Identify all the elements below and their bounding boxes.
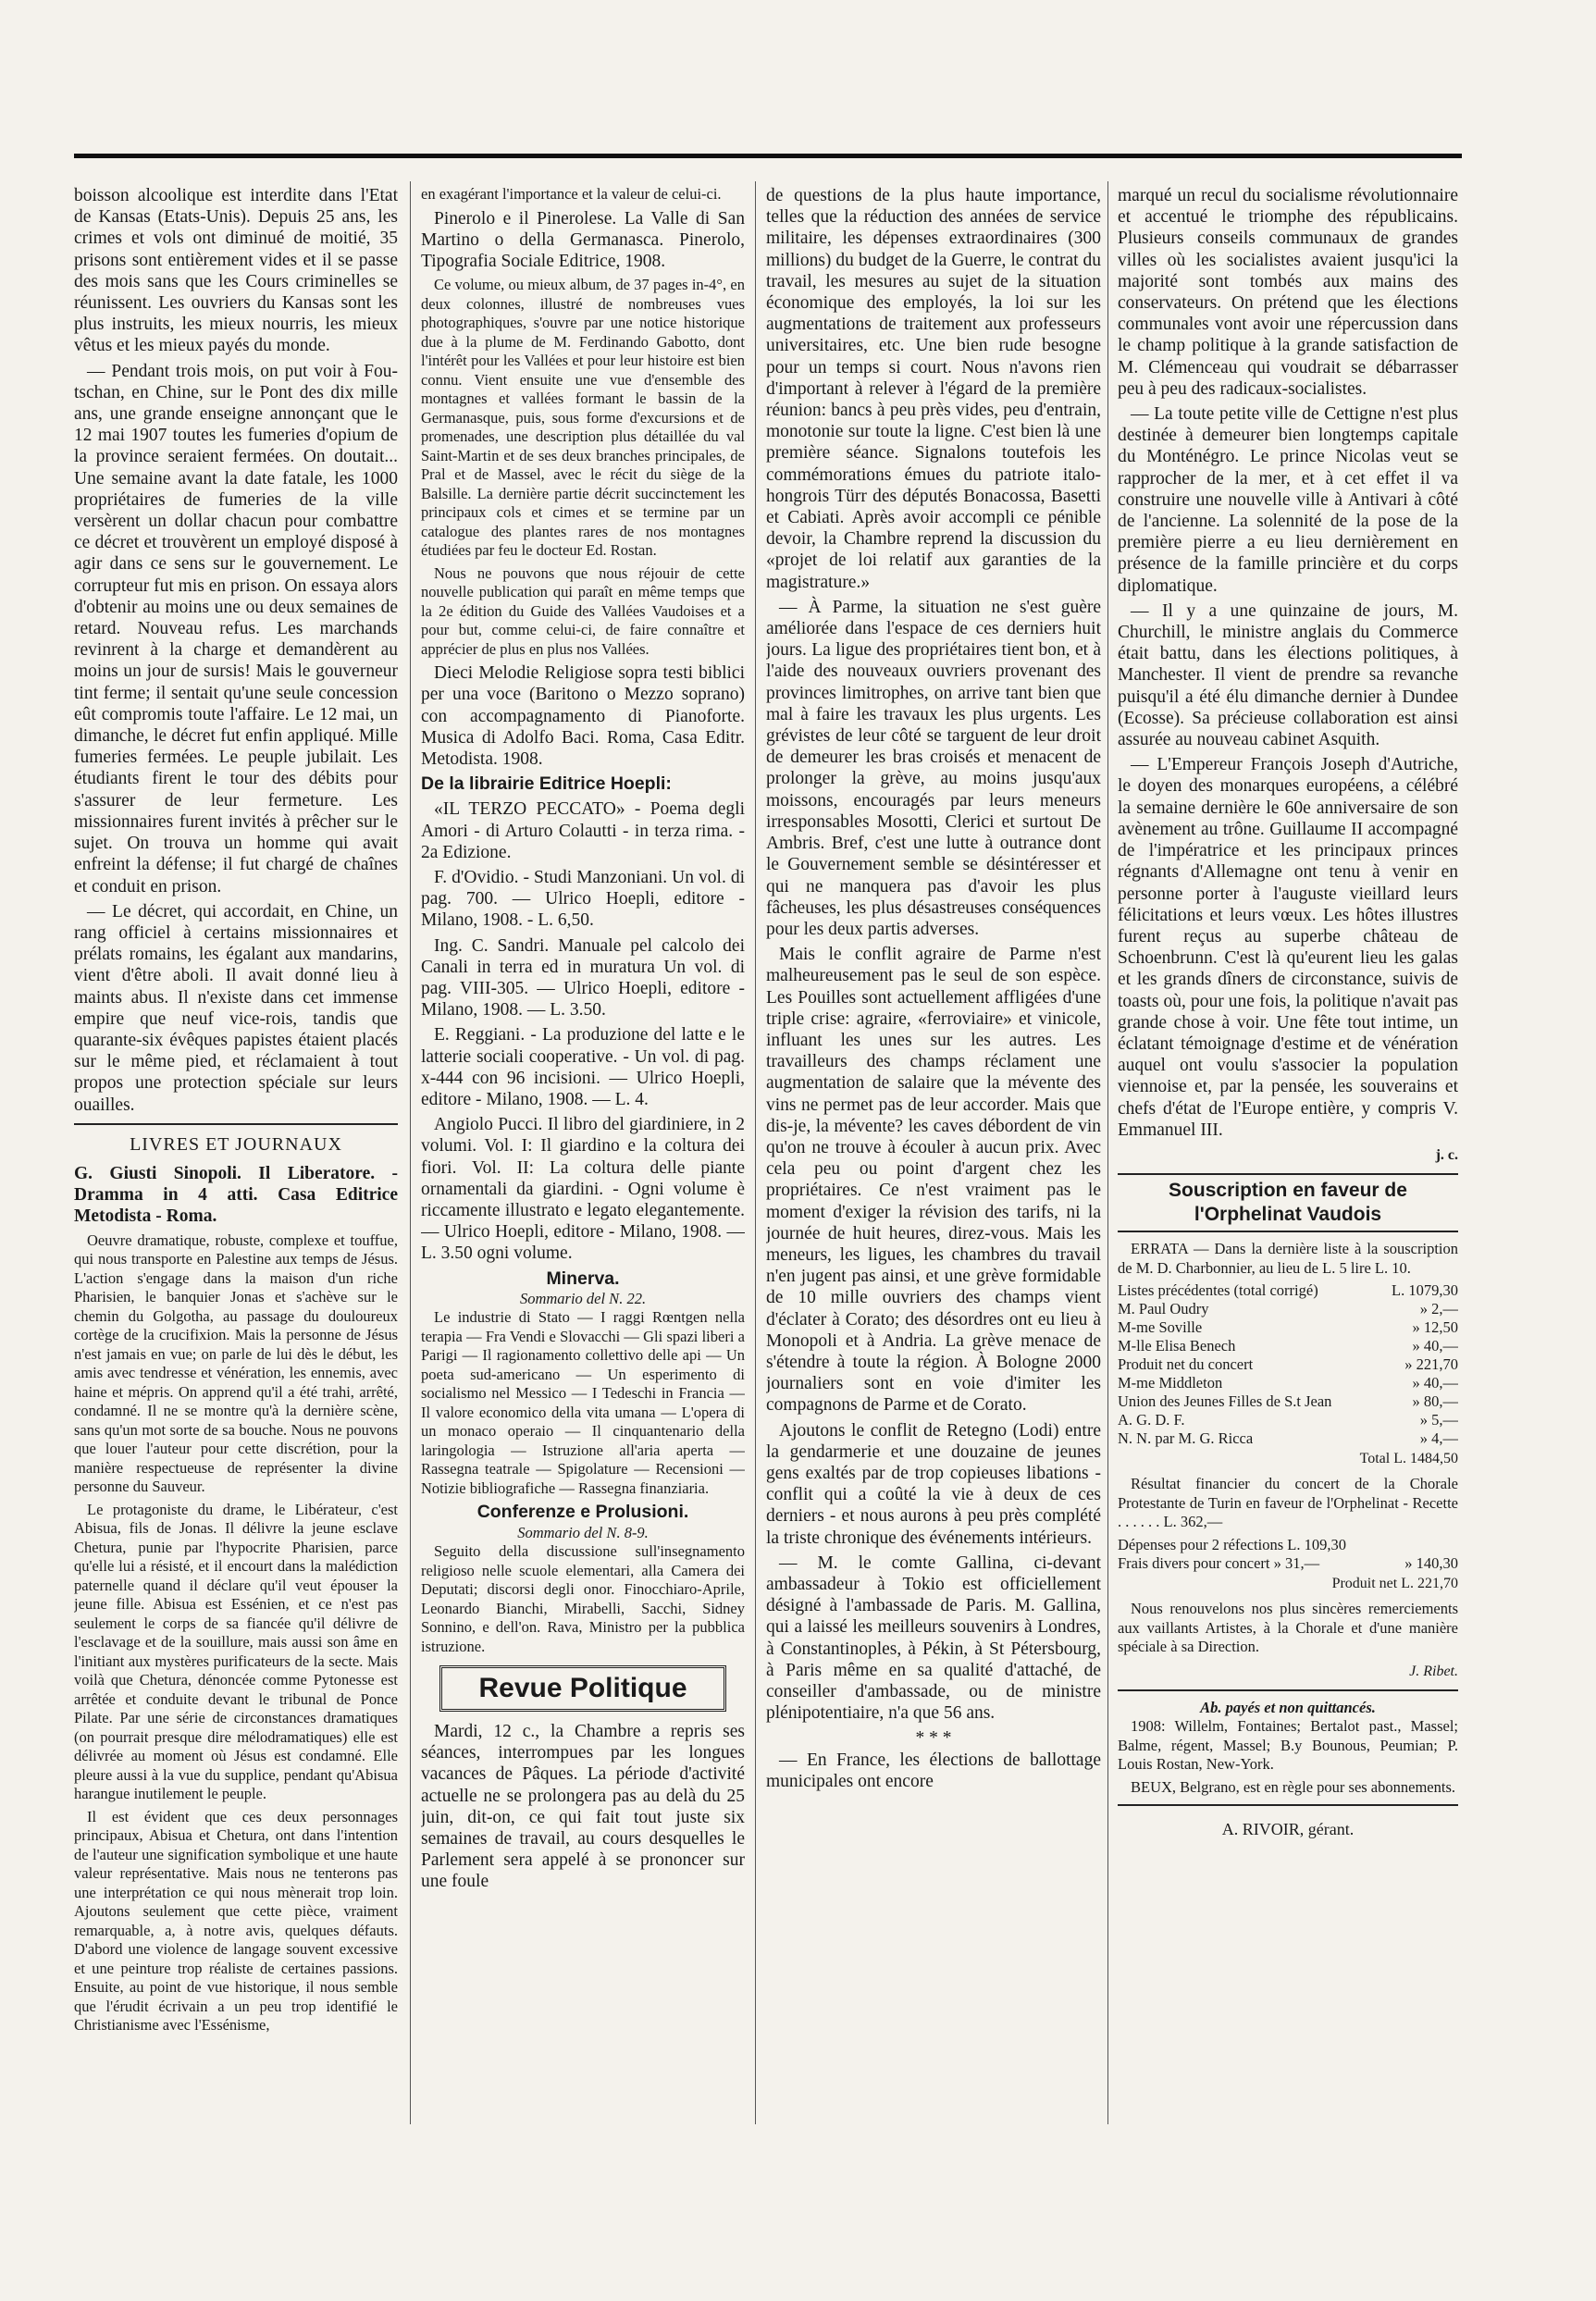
article-paragraph: Ajoutons le conflit de Retegno (Lodi) entre la gendarmerie et une douzaine de jeunes gens exaltés par de trop copieuses libations - conflit qui a coûté la vie à deux de ces derniers - et nous aurons à peu près complété la triste chronique des événements intérieurs. [766, 1420, 1101, 1548]
column-divider [1107, 181, 1108, 2124]
column-divider [410, 181, 411, 2124]
minerva-summary: Le industrie di Stato — I raggi Rœntgen nella terapia — Fra Vendi e Slovacchi — Gli spazi liberi a Parigi — Il ragionamento collettivo delle api — Un poeta sud-americano — Un esperimento di socialismo nel Messico — I Tedeschi in Francia — Il valore economico della vita umana — L'opera di un monaco operaio — Il cinquantenario della laringologia — Istruzione all'aria aperta — Rassegna teatrale — Spigolature — Recensioni — Notizie bibliografiche — Rassegna finanziaria. [421, 1308, 745, 1497]
list-item-label: Produit net du concert [1118, 1355, 1254, 1374]
paid-subscriptions-note: BEUX, Belgrano, est en règle pour ses abonnements. [1131, 1777, 1455, 1796]
section-divider [1118, 1689, 1458, 1691]
article-paragraph: de questions de la plus haute importance, telles que la réduction des années de service militaire, les dépenses extraordinaires (300 millions) du budget de la Guerre, le contrat du travail, les mesures au sujet de la situation économique des employés, la loi sur les augmentations de traitement aux professeurs universitaires, etc. Une bien rude besogne pour un temps si court. Nous n'avons rien d'important à relever à l'égard de la première réunion: bancs à peu près vides, peu d'entrain, monotonie sur toute la ligne. C'est bien là une première séance. Signalons toutefois les commémorations émues du patriote italo-hongrois Türr des députés Bonacossa, Basetti et Cabiati. Après avoir accompli ce pénible devoir, la Chambre reprend la discussion du «projet de loi relatif aux garanties de la magistrature.» [766, 186, 1101, 592]
thanks-note: Nous renouvelons nos plus sincères remerciements aux vaillants Artistes, à la Chorale et d'une manière spéciale à sa Direction. [1118, 1600, 1458, 1656]
expense-row [1118, 1536, 1458, 1554]
list-item-value: » 40,— [1412, 1337, 1458, 1355]
book-entry: F. d'Ovidio. - Studi Manzoniani. Un vol. di pag. 700. — Ulrico Hoepli, editore - Milano, 1908. - L. 6,50. [421, 867, 745, 931]
list-item-label: M. Paul Oudry [1118, 1300, 1209, 1318]
book-entry: G. Giusti Sinopoli. Il Liberatore. - Dramma in 4 atti. Casa Editrice Metodista - Roma. [74, 1163, 398, 1227]
review-paragraph: Ce volume, ou mieux album, de 37 pages in-4°, en deux colonnes, illustré de nombreuses vues photographiques, s'ouvre par une notice historique due à la plume de M. Ferdinando Gabotto, dont l'intérêt pour les Vallées et pour leur histoire est bien connu. Vient ensuite une vue d'ensemble des montagnes et vallées formant le bassin de la Germanasque, puis, sous forme d'excursions et de promenades, une description plus détaillée du val Saint-Martin et de ses deux branches principales, de Pral et de Massel, avec le récit du siège de la Balsille. La dernière partie décrit succinctement les principaux cols et cimes et se termine par un catalogue des plantes rares de nos montagnes étudiées par feu le docteur Ed. Rostan. [421, 276, 745, 560]
article-paragraph: — La toute petite ville de Cettigne n'est plus destinée à demeurer bien longtemps capitale du Monténégro. Le prince Nicolas veut se rapprocher de la mer, et à cet effet il va construire une nouvelle ville à Antivari à côté de l'ancienne. La solennité de la pose de la première pierre a eu lieu dernièrement en présence de la famille princière et du corps diplomatique. [1118, 404, 1458, 596]
list-item-value: » 80,— [1412, 1392, 1458, 1411]
conferenze-subtitle: Sommario del N. 8-9. [517, 1523, 649, 1541]
list-item [1118, 1411, 1458, 1429]
minerva-title: Minerva. [546, 1268, 620, 1289]
review-continuation: en exagérant l'importance et la valeur de celui-ci. [421, 185, 722, 203]
book-entry: «IL TERZO PECCATO» - Poema degli Amori - di Arturo Colautti - in terza rima. - 2a Edizione. [421, 799, 745, 862]
expense-value [1393, 1536, 1458, 1554]
net-product: Produit net L. 221,70 [1331, 1575, 1458, 1591]
subscription-list [1118, 1281, 1458, 1448]
conferenze-title: Conferenze e Prolusioni. [476, 1502, 689, 1523]
list-item-value: » 2,— [1419, 1300, 1458, 1318]
book-entry: Pinerolo e il Pinerolese. La Valle di San Martino o della Germanasca. Pinerolo, Tipografia Sociale Editrice, 1908. [421, 208, 745, 271]
minerva-subtitle: Sommario del N. 22. [519, 1289, 647, 1307]
article-paragraph: — Le décret, qui accordait, en Chine, un rang officiel à certains missionnaires et prélats romains, les égalant aux mandarins, vient d'être aboli. Il avait donné lieu à maints abus. Il n'existe dans cet immense empire que neuf vice-rois, tandis que quarante-six évêques papistes étaient placés sur le même pied, et réclamaient à tout propos une protection spéciale sur leurs ouailles. [74, 901, 398, 1115]
article-paragraph: marqué un recul du socialisme révolutionnaire et accentué le triomphe des républicains. Plusieurs conseils communaux de grandes villes où les socialistes avaient jusqu'ici la majorité sont tombés aux mains des conservateurs. On prétend que les élections communales vont avoir une répercussion dans le champ politique à la grande satisfaction de M. Clémenceau qui voudrait se débarrasser peu à peu des radicaux-socialistes. [1118, 186, 1458, 399]
list-item-label: Listes précédentes (total corrigé) [1118, 1281, 1318, 1300]
article-signature: j. c. [1435, 1146, 1458, 1163]
list-item [1118, 1281, 1458, 1300]
list-item-value: » 221,70 [1404, 1355, 1458, 1374]
article-paragraph: — M. le comte Gallina, ci-devant ambassadeur à Tokio est officiellement désigné à l'ambassade de Paris. M. Gallina, qui a laissé les meilleurs souvenirs à Londres, à Constantinoples, à Pékin, à St Pétersbourg, à Paris même en sa qualité d'attaché, de conseiller d'ambassade, ou de ministre plénipotentiaire, n'a que 56 ans. [766, 1553, 1101, 1724]
book-entry: Angiolo Pucci. Il libro del giardiniere, in 2 volumi. Vol. I: Il giardino e la coltura dei fiori. Vol. II: La coltura delle piante ornamentali da giardini. - Ogni volume è riccamente illustrato e legato elegantemente. — Ulrico Hoepli, editore - Milano, 1908. — L. 3.50 ogni volume. [421, 1115, 745, 1264]
paid-subscriptions-list: 1908: Willelm, Fontaines; Bertalot past., Massel; Balme, régent, Massel; B.y Bounous, Peumian; P. Louis Rostan, New-York. [1118, 1717, 1458, 1774]
list-item-label: M-me Soville [1118, 1318, 1203, 1337]
article-paragraph: boisson alcoolique est interdite dans l'Etat de Kansas (Etats-Unis). Depuis 25 ans, les crimes et vols ont diminué de moitié, 35 prisons sont entièrement vides et il se passe des mois sans que les Cours criminelles se réunissent. Les ouvriers du Kansas sont les plus instruits, les mieux nourris, les mieux vêtus et les mieux payés du monde. [74, 186, 398, 356]
list-item-value: » 40,— [1412, 1374, 1458, 1392]
list-item-label: M-me Middleton [1118, 1374, 1223, 1392]
subscription-title: Souscription en faveur de l'Orphelinat Vaudois [1118, 1173, 1458, 1232]
list-item-label: M-lle Elisa Benech [1118, 1337, 1236, 1355]
column-3 [766, 185, 1101, 2239]
list-item-value: » 4,— [1419, 1429, 1458, 1448]
concert-result: Résultat financier du concert de la Chorale Protestante de Turin en faveur de l'Orphelinat - Recette . . . . . . L. 362,— [1118, 1475, 1458, 1531]
article-paragraph: — L'Empereur François Joseph d'Autriche, le doyen des monarques européens, a célébré la semaine dernière le 60e anniversaire de son avènement au trône. Guillaume II accompagné de l'impératrice et les principaux princes régnants d'Allemagne ont tenu à venir en personne porter à l'auguste vieillard leurs félicitations et leurs vœux. Les hôtes illustres furent reçus au superbe château de Schoenbrunn. C'est là qu'eurent lieu les galas et les grands dîners de circonstance, suivis de toasts où, pour une fois, la politique n'avait pas grande chose à voir. Une fête tout intime, un éclatant témoignage d'estime et de vénération auquel ont voulu s'associer la population viennoise et, par la pensée, les souverains et chefs d'état de l'Europe entière, y compris V. Emmanuel III. [1118, 755, 1458, 1140]
review-paragraph: Oeuvre dramatique, robuste, complexe et touffue, qui nous transporte en Palestine aux temps de Jésus. L'action s'engage dans la maison d'un riche Pharisien, le banquier Jonas et s'achève sur le chemin du Golgotha, au passage du douloureux cortège de la crucifixion. Mais la personne de Jésus n'est jamais en vue; on parle de lui dès le début, les amis avec tendresse et vénération, les ennemis, avec haine et mépris. On apprend qu'il a été trahi, arrêté, condamné. Il ne se montre qu'à la dernière scène, sans qu'un mot sorte de sa bouche. Nous ne pouvons que louer l'auteur pour cette discrétion, pour la manière respectueuse de représenter la divine personne du Sauveur. [74, 1231, 398, 1496]
review-paragraph: Il est évident que ces deux personnages principaux, Abisua et Chetura, ont dans l'intention de l'auteur une signification symbolique et une haute valeur représentative. Mais nous ne tenterons pas une interprétation ce qui nous mènerait trop loin. Ajoutons seulement que cette pièce, vraiment remarquable, a, à notre avis, quelques défauts. D'abord une violence de langage souvent excessive et une peinture trop réaliste de certaines passions. Ensuite, au point de vue historique, il nous semble que l'érudit écrivain a un peu trop identifié le Christianisme avec l'Essénisme, [74, 1807, 398, 2035]
list-item [1118, 1374, 1458, 1392]
list-item [1118, 1337, 1458, 1355]
section-divider [74, 1123, 398, 1125]
column-divider [755, 181, 756, 2124]
book-entry: Ing. C. Sandri. Manuale pel calcolo dei Canali in terra ed in muratura Un vol. di pag. VIII-305. — Ulrico Hoepli, editore - Milano, 1908. — L. 3.50. [421, 935, 745, 1021]
book-entry: Dieci Melodie Religiose sopra testi biblici per una voce (Baritono o Mezzo soprano) con accompagnamento di Pianoforte. Musica di Adolfo Baci. Roma, Casa Editr. Metodista. 1908. [421, 663, 745, 769]
list-item [1118, 1392, 1458, 1411]
list-item-value: L. 1079,30 [1392, 1281, 1458, 1300]
article-paragraph: — Il y a une quinzaine de jours, M. Churchill, le ministre anglais du Commerce était battu, dans les élections politiques, à Manchester. Il vient de prendre sa revanche puisqu'il a été élu dimanche dernier à Dundee (Ecosse). Sa précieuse collaboration est ainsi assurée au nouveau cabinet Asquith. [1118, 600, 1458, 750]
errata: ERRATA — Dans la dernière liste à la souscription de M. D. Charbonnier, au lieu de L. 5 lire L. 10. [1118, 1240, 1458, 1277]
article-paragraph: — À Parme, la situation ne s'est guère améliorée dans l'espace de ces derniers huit jours. La ligue des propriétaires tient bon, et à l'aide des nouveaux ouvriers provenant des provinces limitrophes, on arrive tant bien que mal à faire les travaux les plus urgents. Les grévistes de leur côté se targuent de leur droit de demeurer les bras croisés et menacent de prolonger la grève, au moins jusqu'aux moissons, encouragés par leurs meneurs irresponsables Mosotti, Clerici et surtout De Ambris. Bref, c'est une lutte à outrance dont le Gouvernement semble se désintéresser et qui ne manquera pas d'avoir les plus fâcheuses, les plus désastreuses conséquences pour les deux partis adverses. [766, 597, 1101, 939]
list-item-label: Union des Jeunes Filles de S.t Jean [1118, 1392, 1332, 1411]
column-2 [421, 185, 745, 2239]
expense-label: Dépenses pour 2 réfections L. 109,30 [1118, 1535, 1346, 1553]
subscription-total: Total L. 1484,50 [1359, 1451, 1458, 1467]
column-4 [1118, 185, 1458, 2239]
list-item [1118, 1318, 1458, 1337]
book-entry: E. Reggiani. - La produzione del latte e le latterie sociali cooperative. - Un vol. di pag. x-444 con 96 incisioni. — Ulrico Hoepli, editore - Milano, 1908. — L. 4. [421, 1025, 745, 1109]
expense-label: Frais divers pour concert » 31,— [1118, 1553, 1320, 1572]
list-item-value: » 5,— [1419, 1411, 1458, 1429]
article-paragraph: — En France, les élections de ballottage municipales ont encore [766, 1750, 1101, 1791]
asterism: * * * [915, 1728, 952, 1749]
list-item-label: N. N. par M. G. Ricca [1118, 1429, 1254, 1448]
column-1 [74, 185, 398, 2239]
section-divider [1118, 1804, 1458, 1806]
top-rule [74, 154, 1462, 158]
revue-politique-title: Revue Politique [439, 1665, 726, 1712]
thanks-signature: J. Ribet. [1409, 1663, 1458, 1679]
publisher-heading: De la librairie Editrice Hoepli: [421, 773, 672, 795]
review-paragraph: Le protagoniste du drame, le Libérateur, c'est Abisua, fils de Jonas. Il délivre la jeune esclave Chetura, punie par l'hypocrite Pharisien, parce qu'elle lui a résisté, et il encourt dans la malédiction paternelle quand il déclare qu'il veut épouser la jeune fille. Abisua est Essénien, et ce n'est pas seulement le corps de sa fiancée qu'il délivre de l'esclavage et de la souillure, mais aussi son âme en l'initiant aux mystères purificateurs de la secte. Mais voilà que Chetura, dénoncée comme Pytonesse est arrêtée et conduite devant le tribunal de Ponce Pilate. Par une série de circonstances dramatiques (on pourrait presque dire mélodramatiques) elle est délivrée au moment où Jésus est condamné. Elle pleure aussi à la vue du supplice, pendant qu'Abisua harangue inutilement le peuple. [74, 1500, 398, 1803]
expense-row [1118, 1554, 1458, 1573]
article-paragraph: Mais le conflit agraire de Parme n'est malheureusement pas le seul de son espèce. Les Pouilles sont actuellement affligées d'une triple crise: agraire, «ferroviaire» et vinicole, influant les unes sur les autres. Les travailleurs des champs réclament une augmentation de salaire que la mévente des vins ne permet pas de leur accorder. Mais que dis-je, la mévente? les caves débordent de vin qu'on ne trouve à écouler à aucun prix. Avec cela peu ou point d'argent chez les propriétaires. Ce n'est vraiment pas le moment d'exiger la révision des tarifs, ni la journée de huit heures, direz-vous. Mais les meneurs, les ligues, les chambres du travail n'en jugent pas ainsi, et une grève formidable de 10 mille ouvriers des champs vient d'éclater à Corato; des désordres ont eu lieu à Monopoli et à Andria. La grève menace de s'étendre à toute la région. À Bologne 2000 journaliers sont en voie d'imiter les compagnons de Parme et de Corato. [766, 945, 1101, 1416]
conferenze-summary: Seguito della discussione sull'insegnamento religioso nelle scuole elementari, alla Camera dei Deputati; discorsi degli onor. Finocchiaro-Aprile, Leonardo Bianchi, Mirabelli, Sacchi, Sidney Sonnino, e dell'on. Rava, Ministro per la pubblica istruzione. [421, 1542, 745, 1655]
paid-subscriptions-title: Ab. payés et non quittancés. [1200, 1698, 1376, 1716]
article-paragraph: — Pendant trois mois, on put voir à Fou-tschan, en Chine, sur le Pont des dix mille ans, une grande enseigne annonçant que le 12 mai 1907 toutes les fumeries d'opium de la province seraient fermées. On doutait... Une semaine avant la date fatale, les 1000 propriétaires de fumeries de la ville versèrent un dollar chacun pour combattre ce décret et trouvèrent un employé disposé à agir dans ce sens sur le gouvernement. Le corrupteur fut mis en prison. On essaya alors d'obtenir au moins une ou deux semaines de retard. Nouveau refus. Les marchands revinrent à la charge et demandèrent au moins un jour de sursis! Mais le gouverneur tint ferme; il sentait qu'une seule concession eût compromis toute l'affaire. Le 12 mai, un dimanche, le décret fut enfin appliqué. Mille fumeries fermées. Le peuple jubilait. Les étudiants firent le tour des débits pour s'assurer de leur fermeture. Les missionnaires furent invités à prêcher sur le sujet. On trouva un homme qui avait enfreint la défense; il fut chargé de chaînes et conduit en prison. [74, 361, 398, 897]
list-item-value: » 12,50 [1412, 1318, 1458, 1337]
review-paragraph: Nous ne pouvons que nous réjouir de cette nouvelle publication qui paraît en même temps que la 2e édition du Guide des Vallées Vaudoises et a pour but, comme celui-ci, de faire connaître et apprécier de plus en plus nos Vallées. [421, 563, 745, 658]
list-item-label: A. G. D. F. [1118, 1411, 1185, 1429]
gerant-signature: A. RIVOIR, gérant. [1221, 1820, 1355, 1839]
expense-value: » 140,30 [1404, 1553, 1458, 1572]
list-item [1118, 1300, 1458, 1318]
list-item [1118, 1429, 1458, 1448]
section-title: LIVRES ET JOURNAUX [130, 1133, 342, 1155]
article-paragraph: Mardi, 12 c., la Chambre a repris ses séances, interrompues par les longues vacances de Pâques. La période d'activité actuelle ne se prolongera pas au delà du 25 juin, dit-on, ce qui fait tout juste six semaines de travail, au cours desquelles le Parlement sera appelé à se prononcer sur une foule [421, 1722, 745, 1892]
list-item [1118, 1355, 1458, 1374]
